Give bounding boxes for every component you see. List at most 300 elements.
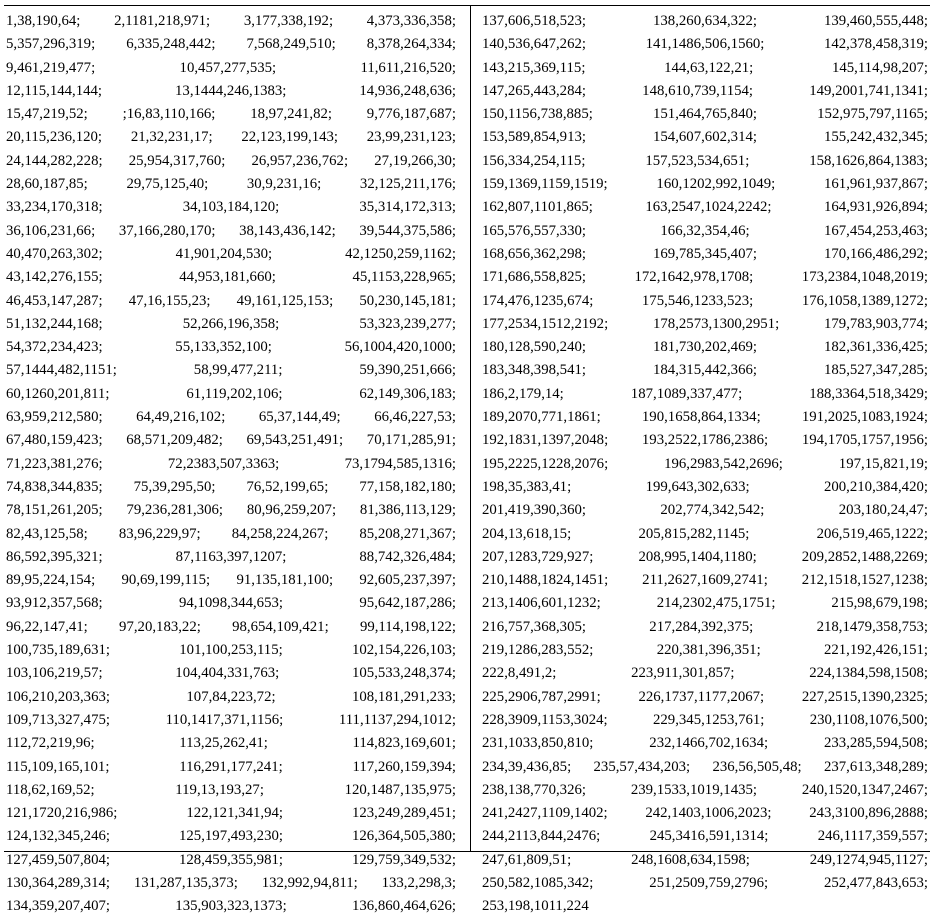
text-row	[482, 196, 928, 219]
record-entry: 91,135,181,100;	[236, 572, 334, 589]
record-entry: 80,96,259,207;	[246, 502, 337, 519]
text-row	[6, 150, 456, 173]
record-entry: 89,95,224,154;	[6, 572, 96, 589]
text-row	[482, 592, 928, 615]
record-entry: 34,103,184,120;	[182, 199, 280, 216]
record-entry: 144,63,122,21;	[664, 59, 754, 76]
record-entry: 184,315,442,366;	[653, 362, 757, 379]
text-row	[482, 872, 928, 895]
text-row	[6, 849, 456, 872]
record-entry: 9,461,219,477;	[6, 59, 96, 76]
record-entry: 3,177,338,192;	[243, 13, 334, 29]
record-entry: 77,158,182,180;	[359, 478, 456, 495]
record-entry: 11,611,216,520;	[360, 59, 456, 76]
right-column	[482, 10, 928, 919]
record-entry: 57,1444,482,1151;	[6, 362, 117, 379]
record-entry: 133,2,298,3;	[381, 874, 456, 891]
record-entry: 119,13,193,27;	[175, 781, 264, 798]
record-entry: 227,2515,1390,2325;	[801, 688, 928, 705]
record-entry: 22,123,199,143;	[241, 129, 338, 146]
record-entry: 107,84,223,72;	[186, 688, 276, 705]
record-entry: 99,114,198,122;	[359, 618, 456, 635]
record-entry: 121,1720,216,986;	[6, 805, 118, 822]
record-entry: 94,1098,344,653;	[179, 595, 283, 612]
column-divider	[470, 6, 471, 851]
record-entry: 134,359,207,407;	[6, 898, 110, 915]
text-row	[6, 126, 456, 149]
record-entry: 98,654,109,421;	[232, 618, 329, 635]
record-entry: 222,8,491,2;	[482, 665, 557, 682]
record-entry: 141,1486,506,1560;	[645, 36, 765, 53]
record-entry: 116,291,177,241;	[179, 758, 283, 775]
record-entry: 53,323,239,277;	[359, 315, 456, 332]
record-entry: 128,459,355,981;	[179, 851, 283, 868]
record-entry: 243,3100,896,2888;	[809, 805, 928, 822]
text-row	[6, 429, 456, 452]
record-entry: 165,576,557,330;	[482, 222, 586, 239]
record-entry: 162,807,1101,865;	[482, 199, 593, 216]
record-entry: 186,2,179,14;	[482, 385, 564, 402]
record-entry: 233,285,594,508;	[824, 735, 928, 752]
record-entry: 86,592,395,321;	[6, 548, 103, 565]
record-entry: 167,454,253,463;	[823, 222, 928, 239]
record-entry: 103,106,219,57;	[6, 665, 103, 682]
record-entry: 148,610,739,1154;	[642, 82, 754, 99]
record-entry: 214,2302,475,1751;	[656, 595, 776, 612]
record-entry: 106,210,203,363;	[6, 688, 110, 705]
text-row	[482, 57, 928, 80]
text-row	[6, 802, 456, 825]
text-row	[482, 779, 928, 802]
record-entry: 180,128,590,240;	[482, 339, 586, 356]
text-row	[482, 243, 928, 266]
text-row	[6, 639, 456, 662]
record-entry: 198,35,383,41;	[482, 478, 572, 495]
record-entry: 245,3416,591,1314;	[649, 828, 769, 845]
record-entry: 126,364,505,380;	[352, 828, 456, 845]
record-entry: 100,735,189,631;	[6, 642, 110, 659]
record-entry: 201,419,390,360;	[482, 502, 586, 519]
record-entry: 250,582,1085,342;	[482, 874, 594, 891]
record-entry: 199,643,302,633;	[645, 478, 750, 495]
record-entry: 113,25,262,41;	[179, 735, 268, 752]
record-entry: 21,32,231,17;	[130, 129, 213, 146]
record-entry: 52,266,196,358;	[182, 315, 280, 332]
record-entry: 131,287,135,373;	[133, 874, 238, 891]
text-row	[6, 336, 456, 359]
record-entry: 158,1626,864,1383;	[809, 152, 928, 169]
record-entry: 122,121,341,94;	[186, 805, 283, 822]
record-entry: 87,1163,397,1207;	[175, 548, 287, 565]
record-entry: 234,39,436,85;	[482, 758, 572, 775]
record-entry: 12,115,144,144;	[6, 82, 103, 99]
record-entry: 230,1108,1076,500;	[809, 711, 928, 728]
record-entry: 97,20,183,22;	[119, 618, 201, 635]
record-entry: 242,1403,1006,2023;	[645, 805, 772, 822]
text-row	[482, 126, 928, 149]
text-row	[6, 359, 456, 382]
record-entry: 251,2509,759,2796;	[649, 874, 769, 891]
text-row	[482, 499, 928, 522]
record-entry: 151,464,765,840;	[653, 106, 757, 123]
record-entry: 192,1831,1397,2048;	[482, 432, 609, 449]
record-entry: 92,605,237,397;	[359, 572, 456, 589]
record-entry: 83,96,229,97;	[118, 525, 201, 542]
text-row	[482, 476, 928, 499]
record-entry: 36,106,231,66;	[6, 222, 96, 239]
record-entry: 181,730,202,469;	[653, 339, 757, 356]
record-entry: 117,260,159,394;	[352, 758, 456, 775]
text-row	[6, 732, 456, 755]
record-entry: 220,381,396,351;	[656, 642, 761, 659]
record-entry: 15,47,219,52;	[6, 106, 88, 123]
record-entry: 136,860,464,626;	[351, 898, 456, 915]
text-row	[6, 196, 456, 219]
record-entry: 115,109,165,101;	[6, 758, 110, 775]
record-entry: 25,954,317,760;	[128, 152, 226, 169]
text-row	[482, 80, 928, 103]
record-entry: 120,1487,135,975;	[344, 781, 456, 798]
record-entry: 140,536,647,262;	[482, 36, 586, 53]
text-row	[482, 895, 928, 918]
record-entry: 252,477,843,653;	[824, 874, 928, 891]
record-entry: 114,823,169,601;	[352, 735, 456, 752]
record-entry: 68,571,209,482;	[126, 432, 223, 449]
record-entry: 6,335,248,442;	[126, 36, 216, 53]
record-entry: 47,16,155,23;	[128, 292, 211, 309]
record-entry: 43,142,276,155;	[6, 269, 103, 286]
record-entry: 13,1444,246,1383;	[175, 82, 287, 99]
text-row	[482, 523, 928, 546]
text-row	[6, 592, 456, 615]
record-entry: 50,230,145,181;	[359, 292, 456, 309]
record-entry: 253,198,1011,224	[482, 898, 589, 915]
record-entry: 2,1181,218,971;	[114, 13, 211, 29]
record-entry: 10,457,277,535;	[179, 59, 277, 76]
bottom-rule	[4, 851, 930, 852]
record-entry: ;16,83,110,166;	[122, 106, 216, 123]
text-row	[6, 80, 456, 103]
record-entry: 130,364,289,314;	[6, 874, 110, 891]
record-entry: 111,1137,294,1012;	[338, 711, 456, 728]
text-row	[482, 825, 928, 848]
record-entry: 164,931,926,894;	[824, 199, 928, 216]
record-entry: 70,171,285,91;	[366, 432, 456, 449]
record-entry: 226,1737,1177,2067;	[638, 688, 765, 705]
record-entry: 51,132,244,168;	[6, 315, 103, 332]
record-entry: 193,2522,1786,2386;	[641, 432, 769, 449]
text-row	[482, 686, 928, 709]
record-entry: 7,568,249,510;	[246, 36, 336, 53]
record-entry: 159,1369,1159,1519;	[482, 176, 608, 193]
text-row	[482, 313, 928, 336]
text-row	[6, 872, 456, 895]
record-entry: 72,2383,507,3363;	[167, 455, 280, 472]
record-entry: 73,1794,585,1316;	[344, 455, 456, 472]
record-entry: 1,38,190,64;	[6, 13, 81, 29]
record-entry: 154,607,602,314;	[653, 129, 757, 146]
record-entry: 61,119,202,106;	[186, 385, 283, 402]
record-entry: 74,838,344,835;	[6, 478, 103, 495]
record-entry: 249,1274,945,1127;	[809, 851, 928, 868]
text-row	[482, 756, 928, 779]
record-entry: 196,2983,542,2696;	[664, 455, 783, 472]
record-entry: 225,2906,787,2991;	[482, 688, 601, 705]
record-entry: 56,1004,420,1000;	[344, 339, 456, 356]
text-row	[482, 173, 928, 196]
text-row	[482, 639, 928, 662]
record-entry: 178,2573,1300,2951;	[653, 315, 780, 332]
record-entry: 218,1479,358,753;	[816, 618, 928, 635]
record-entry: 129,759,349,532;	[352, 851, 456, 868]
record-entry: 20,115,236,120;	[6, 129, 103, 146]
record-entry: 54,372,234,423;	[6, 339, 103, 356]
record-entry: 207,1283,729,927;	[482, 548, 594, 565]
record-entry: 71,223,381,276;	[6, 455, 103, 472]
record-entry: 163,2547,1024,2242;	[645, 199, 772, 216]
text-row	[482, 406, 928, 429]
record-entry: 248,1608,634,1598;	[631, 851, 750, 868]
record-entry: 105,533,248,374;	[352, 665, 456, 682]
text-row	[482, 383, 928, 406]
record-entry: 39,544,375,586;	[359, 222, 456, 239]
left-column	[6, 10, 456, 919]
text-row	[6, 290, 456, 313]
text-row	[482, 33, 928, 56]
record-entry: 232,1466,702,1634;	[649, 735, 769, 752]
record-entry: 205,815,282,1145;	[638, 525, 750, 542]
record-entry: 76,52,199,65;	[246, 478, 329, 495]
record-entry: 110,1417,371,1156;	[165, 711, 284, 728]
text-row	[6, 33, 456, 56]
record-entry: 93,912,357,568;	[6, 595, 103, 612]
record-entry: 139,460,555,448;	[824, 13, 928, 29]
record-entry: 88,742,326,484;	[359, 548, 456, 565]
record-entry: 60,1260,201,811;	[6, 385, 110, 402]
record-entry: 101,100,253,115;	[179, 642, 283, 659]
text-row	[6, 243, 456, 266]
record-entry: 8,378,264,334;	[366, 36, 456, 53]
text-row	[6, 173, 456, 196]
record-entry: 169,785,345,407;	[653, 245, 757, 262]
record-entry: 231,1033,850,810;	[482, 735, 594, 752]
record-entry: 64,49,216,102;	[136, 409, 226, 426]
text-row	[482, 569, 928, 592]
record-entry: 85,208,271,367;	[359, 525, 456, 542]
record-entry: 166,32,354,46;	[660, 222, 750, 239]
text-row	[6, 453, 456, 476]
record-entry: 69,543,251,491;	[246, 432, 344, 449]
text-row	[482, 290, 928, 313]
record-entry: 104,404,331,763;	[175, 665, 280, 682]
record-entry: 67,480,159,423;	[6, 432, 103, 449]
record-entry: 125,197,493,230;	[179, 828, 283, 845]
record-entry: 14,936,248,636;	[359, 82, 456, 99]
record-entry: 183,348,398,541;	[482, 362, 586, 379]
record-entry: 204,13,618,15;	[482, 525, 572, 542]
record-entry: 188,3364,518,3429;	[809, 385, 928, 402]
record-entry: 75,39,295,50;	[133, 478, 216, 495]
record-entry: 247,61,809,51;	[482, 851, 572, 868]
record-entry: 206,519,465,1222;	[816, 525, 928, 542]
record-entry: 38,143,436,142;	[239, 222, 336, 239]
record-entry: 66,46,227,53;	[374, 409, 456, 426]
text-row	[482, 802, 928, 825]
record-entry: 23,99,231,123;	[366, 129, 456, 146]
record-entry: 90,69,199,115;	[121, 572, 211, 589]
record-entry: 81,386,113,129;	[359, 502, 456, 519]
record-entry: 168,656,362,298;	[482, 245, 586, 262]
record-entry: 143,215,369,115;	[482, 59, 586, 76]
record-entry: 135,903,323,1373;	[175, 898, 287, 915]
record-entry: 229,345,1253,761;	[653, 711, 765, 728]
record-entry: 78,151,261,205;	[6, 502, 103, 519]
record-entry: 84,258,224,267;	[231, 525, 329, 542]
text-row	[6, 383, 456, 406]
record-entry: 173,2384,1048,2019;	[801, 269, 928, 286]
record-entry: 82,43,125,58;	[6, 525, 88, 542]
record-entry: 123,249,289,451;	[351, 805, 456, 822]
text-row	[6, 709, 456, 732]
record-entry: 62,149,306,183;	[359, 385, 456, 402]
text-row	[482, 732, 928, 755]
text-row	[482, 546, 928, 569]
record-entry: 241,2427,1109,1402;	[482, 805, 608, 822]
record-entry: 157,523,534,651;	[645, 152, 750, 169]
record-entry: 175,546,1233,523;	[641, 292, 754, 309]
record-entry: 209,2852,1488,2269;	[801, 548, 928, 565]
record-entry: 215,98,679,198;	[831, 595, 928, 612]
text-row	[6, 313, 456, 336]
record-entry: 203,180,24,47;	[838, 502, 928, 519]
record-entry: 189,2070,771,1861;	[482, 409, 601, 426]
record-entry: 160,1202,992,1049;	[656, 176, 776, 193]
record-entry: 55,133,352,100;	[175, 339, 272, 356]
record-entry: 40,470,263,302;	[6, 245, 103, 262]
record-entry: 138,260,634,322;	[653, 13, 757, 29]
record-entry: 228,3909,1153,3024;	[482, 711, 608, 728]
record-entry: 65,37,144,49;	[258, 409, 341, 426]
record-entry: 200,210,384,420;	[823, 478, 928, 495]
record-entry: 211,2627,1609,2741;	[642, 572, 768, 589]
record-entry: 37,166,280,170;	[118, 222, 216, 239]
record-entry: 219,1286,283,552;	[482, 642, 594, 659]
record-entry: 202,774,342,542;	[660, 502, 765, 519]
record-entry: 177,2534,1512,2192;	[482, 315, 609, 332]
record-entry: 96,22,147,41;	[6, 618, 88, 635]
record-entry: 124,132,345,246;	[6, 828, 110, 845]
record-entry: 142,378,458,319;	[823, 36, 928, 53]
text-row	[482, 662, 928, 685]
record-entry: 197,15,821,19;	[838, 455, 928, 472]
record-entry: 58,99,477,211;	[193, 362, 283, 379]
text-row	[482, 429, 928, 452]
record-entry: 155,242,432,345;	[824, 129, 928, 146]
top-rule	[4, 5, 930, 6]
record-entry: 217,284,392,375;	[649, 618, 754, 635]
record-entry: 59,390,251,666;	[359, 362, 456, 379]
record-entry: 5,357,296,319;	[6, 36, 96, 53]
text-row	[482, 359, 928, 382]
text-row	[6, 686, 456, 709]
record-entry: 213,1406,601,1232;	[482, 595, 601, 612]
record-entry: 27,19,266,30;	[374, 152, 456, 169]
text-row	[482, 849, 928, 872]
record-entry: 236,56,505,48;	[712, 758, 802, 775]
record-entry: 46,453,147,287;	[6, 292, 103, 309]
record-entry: 191,2025,1083,1924;	[801, 409, 928, 426]
record-entry: 185,527,347,285;	[824, 362, 928, 379]
record-entry: 238,138,770,326;	[482, 781, 586, 798]
text-row	[482, 616, 928, 639]
record-entry: 24,144,282,228;	[6, 152, 103, 169]
text-row	[6, 895, 456, 918]
record-entry: 216,757,368,305;	[482, 618, 586, 635]
text-row	[482, 103, 928, 126]
text-row	[6, 10, 456, 33]
record-entry: 237,613,348,289;	[823, 758, 928, 775]
record-entry: 152,975,797,1165;	[817, 106, 928, 123]
record-entry: 132,992,94,811;	[261, 874, 358, 891]
text-row	[482, 10, 928, 33]
record-entry: 109,713,327,475;	[6, 711, 110, 728]
text-row	[6, 266, 456, 289]
text-row	[482, 453, 928, 476]
record-entry: 28,60,187,85;	[6, 176, 88, 193]
text-row	[6, 756, 456, 779]
record-entry: 239,1533,1019,1435;	[630, 781, 757, 798]
record-entry: 9,776,187,687;	[366, 106, 456, 123]
record-entry: 224,1384,598,1508;	[809, 665, 928, 682]
record-entry: 190,1658,864,1334;	[641, 409, 761, 426]
text-row	[6, 103, 456, 126]
record-entry: 145,114,98,207;	[831, 59, 928, 76]
text-row	[6, 499, 456, 522]
record-entry: 210,1488,1824,1451;	[482, 572, 609, 589]
text-row	[482, 266, 928, 289]
record-entry: 212,1518,1527,1238;	[801, 572, 928, 589]
text-row	[6, 546, 456, 569]
text-row	[482, 709, 928, 732]
text-row	[6, 569, 456, 592]
text-row	[6, 406, 456, 429]
record-entry: 176,1058,1389,1272;	[801, 292, 928, 309]
record-entry: 35,314,172,313;	[359, 199, 456, 216]
record-entry: 95,642,187,286;	[359, 595, 456, 612]
record-entry: 44,953,181,660;	[179, 269, 276, 286]
record-entry: 187,1089,337,477;	[630, 385, 743, 402]
record-entry: 30,9,231,16;	[246, 176, 322, 193]
record-entry: 137,606,518,523;	[482, 13, 586, 29]
text-row	[482, 220, 928, 243]
record-entry: 153,589,854,913;	[482, 129, 586, 146]
record-entry: 171,686,558,825;	[482, 269, 586, 286]
text-row	[6, 779, 456, 802]
record-entry: 172,1642,978,1708;	[634, 269, 754, 286]
record-entry: 29,75,125,40;	[126, 176, 209, 193]
record-entry: 32,125,211,176;	[359, 176, 456, 193]
text-row	[6, 523, 456, 546]
record-entry: 18,97,241,82;	[250, 106, 332, 123]
record-entry: 63,959,212,580;	[6, 409, 103, 426]
record-entry: 112,72,219,96;	[6, 735, 95, 752]
record-entry: 179,783,903,774;	[824, 315, 928, 332]
record-entry: 45,1153,228,965;	[352, 269, 456, 286]
record-entry: 102,154,226,103;	[351, 642, 456, 659]
text-row	[482, 336, 928, 359]
record-entry: 240,1520,1347,2467;	[801, 781, 928, 798]
record-entry: 147,265,443,284;	[482, 82, 586, 99]
